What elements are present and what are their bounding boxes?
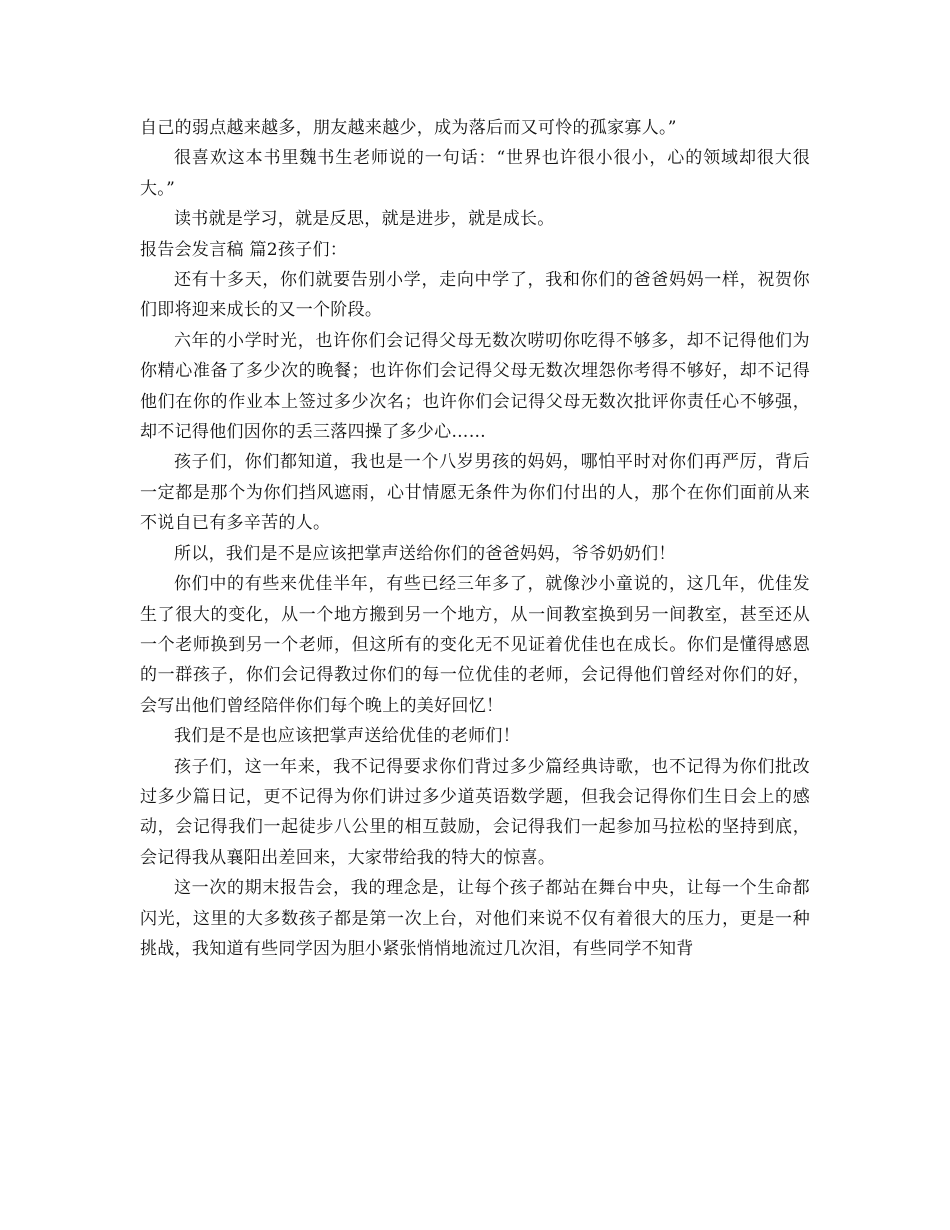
- paragraph-1: 自己的弱点越来越多，朋友越来越少，成为落后而又可怜的孤家寡人。”: [140, 118, 677, 138]
- paragraph-9: 你们中的有些来优佳半年，有些已经三年多了，就像沙小童说的，这几年，优佳发生了很大的变化，从一个地方搬到另一个地方，从一间教室换到另一间教室，甚至还从一个老师换到另一个老师，但这所有的变化无不见证着优佳也在成长。你们是懂得感恩的一群孩子，你们会记得教过你们的每一位优佳的老师，会记得他们曾经对你们的好，会写出他们曾经陪伴你们每个晚上的美好回忆！: [140, 574, 810, 716]
- paragraph-12: 这一次的期末报告会，我的理念是，让每个孩子都站在舞台中央，让每一个生命都闪光，这里的大多数孩子都是第一次上台，对他们来说不仅有着很大的压力，更是一种挑战，我知道有些同学因为胆小紧张悄悄地流过几次泪，有些同学不知背: [140, 878, 810, 959]
- paragraph-8: 所以，我们是不是应该把掌声送给你们的爸爸妈妈，爷爷奶奶们！: [174, 543, 676, 564]
- section-heading: 报告会发言稿 篇2孩子们：: [140, 239, 348, 260]
- paragraph-2: 很喜欢这本书里魏书生老师说的一句话：“世界也许很小很小，心的领域却很大很大。”: [140, 148, 810, 199]
- paragraph-3: 读书就是学习，就是反思，就是进步，就是成长。: [174, 209, 555, 230]
- document-page: [140, 113, 810, 964]
- paragraph-5: 还有十多天，你们就要告别小学，走向中学了，我和你们的爸爸妈妈一样，祝贺你们即将迎来成长的又一个阶段。: [140, 270, 810, 321]
- paragraph-11: 孩子们，这一年来，我不记得要求你们背过多少篇经典诗歌，也不记得为你们批改过多少篇日记，更不记得为你们讲过多少道英语数学题，但我会记得你们生日会上的感动，会记得我们一起徒步八公里的相互鼓励，会记得我们一起参加马拉松的坚持到底，会记得我从襄阳出差回来，大家带给我的特大的惊喜。: [140, 756, 810, 868]
- paragraph-10: 我们是不是也应该把掌声送给优佳的老师们！: [174, 726, 520, 747]
- paragraph-7: 孩子们，你们都知道，我也是一个八岁男孩的妈妈，哪怕平时对你们再严厉，背后一定都是那个为你们挡风遮雨，心甘情愿无条件为你们付出的人，那个在你们面前从来不说自已有多辛苦的人。: [140, 452, 810, 534]
- paragraph-6: 六年的小学时光，也许你们会记得父母无数次唠叨你吃得不够多，却不记得他们为你精心准备了多少次的晚餐；也许你们会记得父母无数次埋怨你考得不够好，却不记得他们在你的作业本上签过多少次名；也许你们会记得父母无数次批评你责任心不够强，却不记得他们因你的丢三落四操了多少心……: [140, 330, 810, 443]
